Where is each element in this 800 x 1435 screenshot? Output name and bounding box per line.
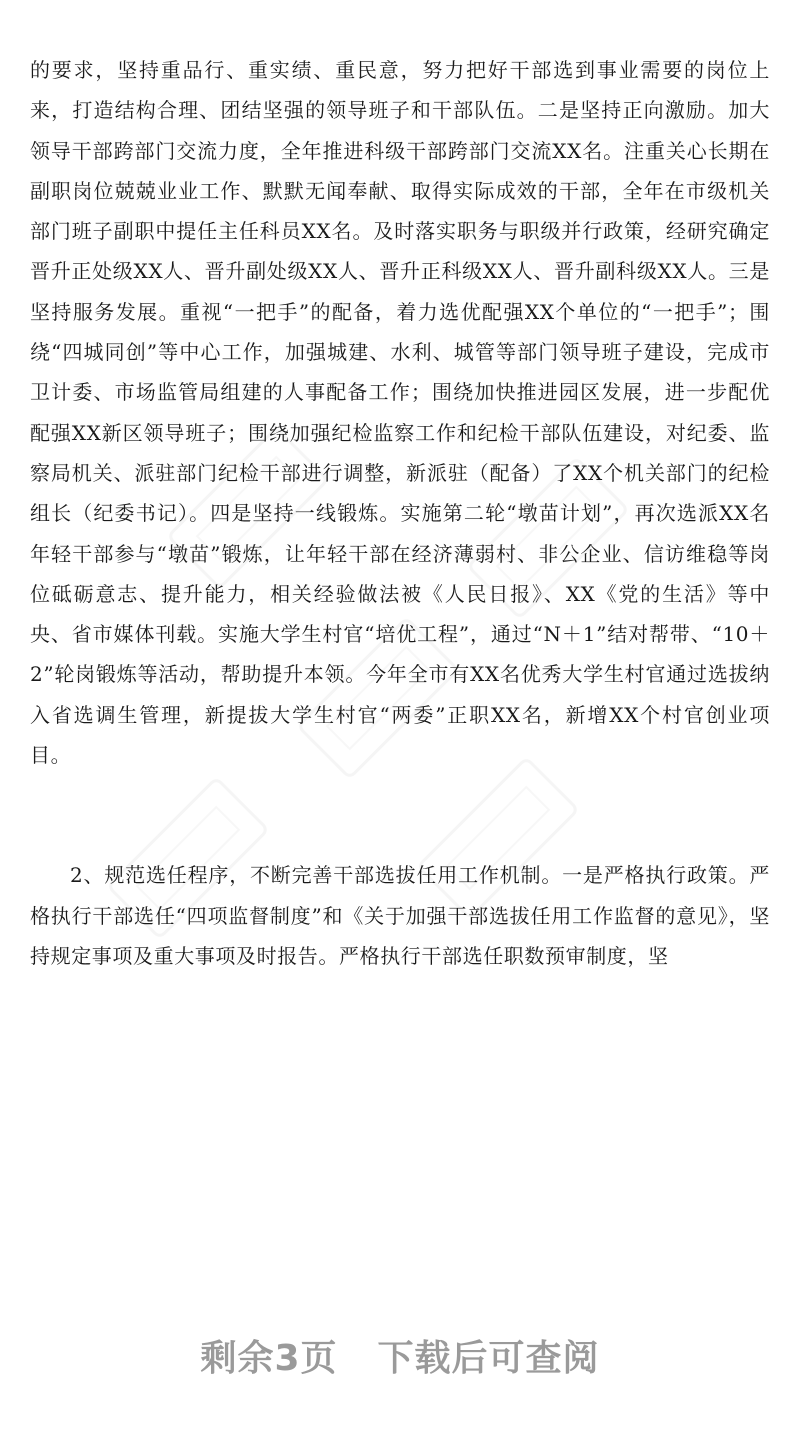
download-hint-text: 下载后可查阅 [377, 1338, 600, 1379]
body-paragraph: 2、规范选任程序，不断完善干部选拔任用工作机制。一是严格执行政策。严格执行干部选任“四项监督制度”和《关于加强干部选拔任用工作监督的意见》，坚持规定事项及重大事项及时报告。严格执行干部选任职数预审制度，坚 [30, 863, 770, 968]
download-banner[interactable] [0, 1330, 800, 1381]
body-paragraph: 的要求，坚持重品行、重实绩、重民意，努力把好干部选到事业需要的岗位上来，打造结构合理、团结坚强的领导班子和干部队伍。二是坚持正向激励。加大领导干部跨部门交流力度，全年推进科级干部跨部门交流XX名。注重关心长期在副职岗位兢兢业业工作、默默无闻奉献、取得实际成效的干部，全年在市级机关部门班子副职中提任主任科员XX名。及时落实职务与职级并行政策，经研究确定晋升正处级XX人、晋升副处级XX人、晋升正科级XX人、晋升副科级XX人。三是坚持服务发展。重视“一把手”的配备，着力选优配强XX个单位的“一把手”；围绕“四城同创”等中心工作，加强城建、水利、城管等部门领导班子建设，完成市卫计委、市场监管局组建的人事配备工作；围绕加快推进园区发展，进一步配优配强XX新区领导班子；围绕加强纪检监察工作和纪检干部队伍建设，对纪委、监察局机关、派驻部门纪检干部进行调整，新派驻（配备）了XX个机关部门的纪检组长（纪委书记）。四是坚持一线锻炼。实施第二轮“墩苗计划”，再次选派XX名年轻干部参与“墩苗”锻炼，让年轻干部在经济薄弱村、非公企业、信访维稳等岗位砥砺意志、提升能力，相关经验做法被《人民日报》、XX《党的生活》等中央、省市媒体刊载。实施大学生村官“培优工程”，通过“N＋1”结对帮带、“10＋2”轮岗锻炼等活动，帮助提升本领。今年全市有XX名优秀大学生村官通过选拔纳入省选调生管理，新提拔大学生村官“两委”正职XX名，新增XX个村官创业项目。 [30, 58, 770, 768]
document-body [30, 50, 770, 976]
remaining-pages-text: 剩余3页 [200, 1338, 338, 1379]
